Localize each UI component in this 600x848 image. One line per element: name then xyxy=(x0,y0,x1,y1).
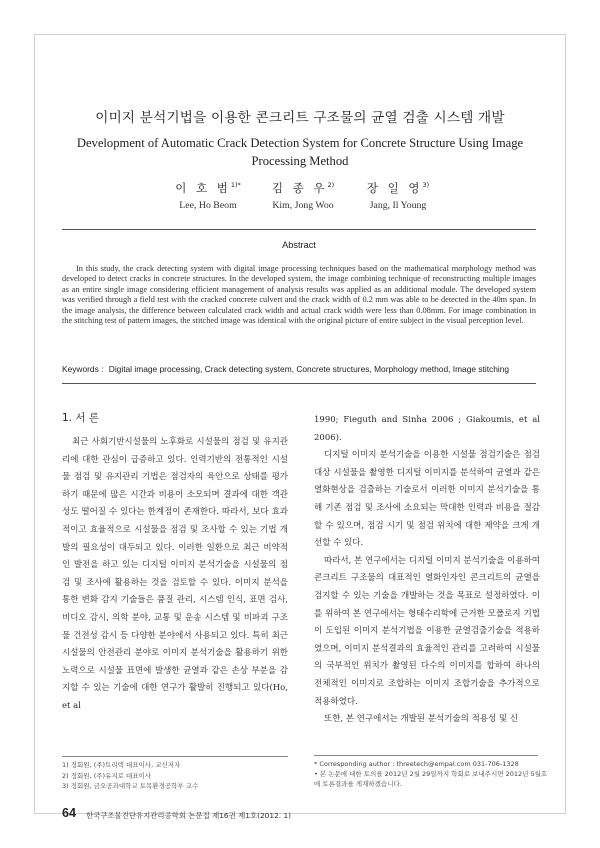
discussion-note: • 본 논문에 대한 토의를 2012년 2월 29일까지 학회로 보내주시면 2012년 5월호에 토론결과를 게재하겠습니다. xyxy=(314,770,548,789)
author-3 xyxy=(328,180,468,211)
abstract-text: In this study, the crack detecting system with digital image processing techniques based on the mathematical morphology method was developed to detect cracks in concrete structures. In the developed system, the image combining technique of reconstructing multiple images as an entire single image considering efficient management of analysis results was applied as an additional module. The developed system was verified through a field test with the cracked concrete culvert and the crack width of 0.2 mm was able to be detected in the 40m span. In the image analysis, the difference between calculated crack width and actual crack width were less than 0.08mm. For image combination in the stitching test of pattern images, the stitched image was identical with the original picture of entire subject in the visual perception level. xyxy=(62,264,536,326)
right-column xyxy=(314,412,540,729)
author-affiliation-mark: 1)* xyxy=(230,181,241,190)
author-affiliation-mark: 2) xyxy=(327,181,335,190)
author-name-en: Lee, Ho Beom xyxy=(179,200,237,211)
footnote: 1) 정회원, (주)트리텍 대표이사, 교신저자 xyxy=(62,761,181,769)
body-paragraph: 디지털 이미지 분석기술을 이용한 시설물 점검기술은 점검대상 시설물을 촬영한 디지털 이미지를 분석하여 균열과 같은 열화현상을 검출하는 기술로서 이러한 이미지 분석기술을 통해 기존 점검 및 조사에 소요되는 막대한 인력과 비용을 절감할 수 있으며, 점검 시기 및 점검 위치에 대한 제약을 크게 개선할 수 있다. xyxy=(314,450,540,549)
body-paragraph: 따라서, 본 연구에서는 디지털 이미지 분석기술을 이용하여 콘크리트 구조물의 대표적인 열화인자인 콘크리트의 균열을 검지할 수 있는 기술을 개발하는 것을 목표로 설정하였다. 이를 위하여 본 연구에서는 형태수리학에 근거한 모폴로지 기법이 도입된 이미지 분석기법을 이용한 균열검출기술을 적용하였으며, 이미지 분석결과의 효율적인 관리를 고려하여 시설물의 국부적인 위치가 촬영된 다수의 이미지를 합하여 하나의 전체적인 이미지로 조합하는 이미지 조합기술을 추가적으로 적용하였다. xyxy=(314,555,540,707)
abstract-heading: Abstract xyxy=(282,240,316,250)
author-name-ko: 이 호 범 xyxy=(175,181,231,195)
corresponding-author-note: * Corresponding author : threetech@empal.com 031-706-1328 xyxy=(314,760,519,768)
author-name-ko: 장 일 영 xyxy=(366,181,423,195)
paper-title-korean: 이미지 분석기법을 이용한 콘크리트 구조물의 균열 검출 시스템 개발 xyxy=(95,110,505,126)
section-heading-introduction: 1. 서 론 xyxy=(62,412,99,424)
footnote-rule-left xyxy=(62,756,288,757)
keywords xyxy=(62,364,542,374)
abstract-bottom-rule xyxy=(62,383,536,384)
left-column xyxy=(62,434,288,716)
footnotes-left xyxy=(62,760,198,792)
author-name-en: Kim, Jong Woo xyxy=(272,200,334,211)
body-paragraph: 또한, 본 연구에서는 개발된 분석기술의 적용성 및 신 xyxy=(324,714,519,725)
body-paragraph: 1990; Fieguth and Sinha 2006 ; Giakoumis, et al 2006). xyxy=(314,415,540,443)
footnotes-right xyxy=(314,759,550,790)
keywords-text: Digital image processing, Crack detecting system, Concrete structures, Morphology method, Image stitching xyxy=(108,364,510,374)
journal-footer: 한국구조물진단유지관리공학회 논문집 제16권 제1호(2012. 1) xyxy=(86,811,292,820)
footnote: 2) 정회원, (주)유지로 대표이사 xyxy=(62,771,152,780)
author-affiliation-mark: 3) xyxy=(422,181,430,190)
keywords-label: Keywords : xyxy=(62,364,104,374)
abstract-top-rule xyxy=(62,229,536,230)
paper-title-english: Development of Automatic Crack Detection System for Concrete Structure Using Image Processing Method xyxy=(76,136,524,168)
author-name-en: Jang, Il Young xyxy=(369,200,427,211)
body-paragraph: 최근 사회기반시설물의 노후화로 시설물의 점검 및 유지관리에 대한 관심이 급증하고 있다. 인력기반의 전통적인 시설물 점검 및 유지관리 기법은 점검자의 육안으로 상태를 평가하기 때문에 많은 시간과 비용이 소모되며 결과에 대한 객관성도 떨어질 수 있다는 한계점이 존재한다. 따라서, 보다 효과적이고 효율적으로 시설물을 점검 및 조사할 수 있는 기법 개발의 필요성이 대두되고 있다. 이러한 일환으로 최근 비약적인 발전을 하고 있는 디지털 이미지 분석기술을 시설물의 점검 및 조사에 활용하는 것을 검토할 수 있다. 이미지 분석을 통한 변화 감지 기술들은 품질 관리, 시스템 인식, 표면 검사, 비디오 감시, 의학 분야, 교통 및 운송 시스템 및 비파괴 구조물 건전성 감시 등 다양한 분야에서 사용되고 있다. 특히 최근 시설물의 안전관리 분야로 이미지 분석기술을 활용하기 위한 노력으로 시설물 표면에 발생한 균열과 같은 손상 부분을 감지할 수 있는 기술에 대한 연구가 활발히 진행되고 있다(Ho, et al xyxy=(62,437,288,711)
author-name-ko: 김 종 우 xyxy=(271,181,328,195)
page-number: 64 xyxy=(62,806,77,820)
footnote: 3) 정회원, 금오공과대학교 토목환경공학부 교수 xyxy=(62,782,199,791)
footnote-rule-right xyxy=(314,755,538,756)
